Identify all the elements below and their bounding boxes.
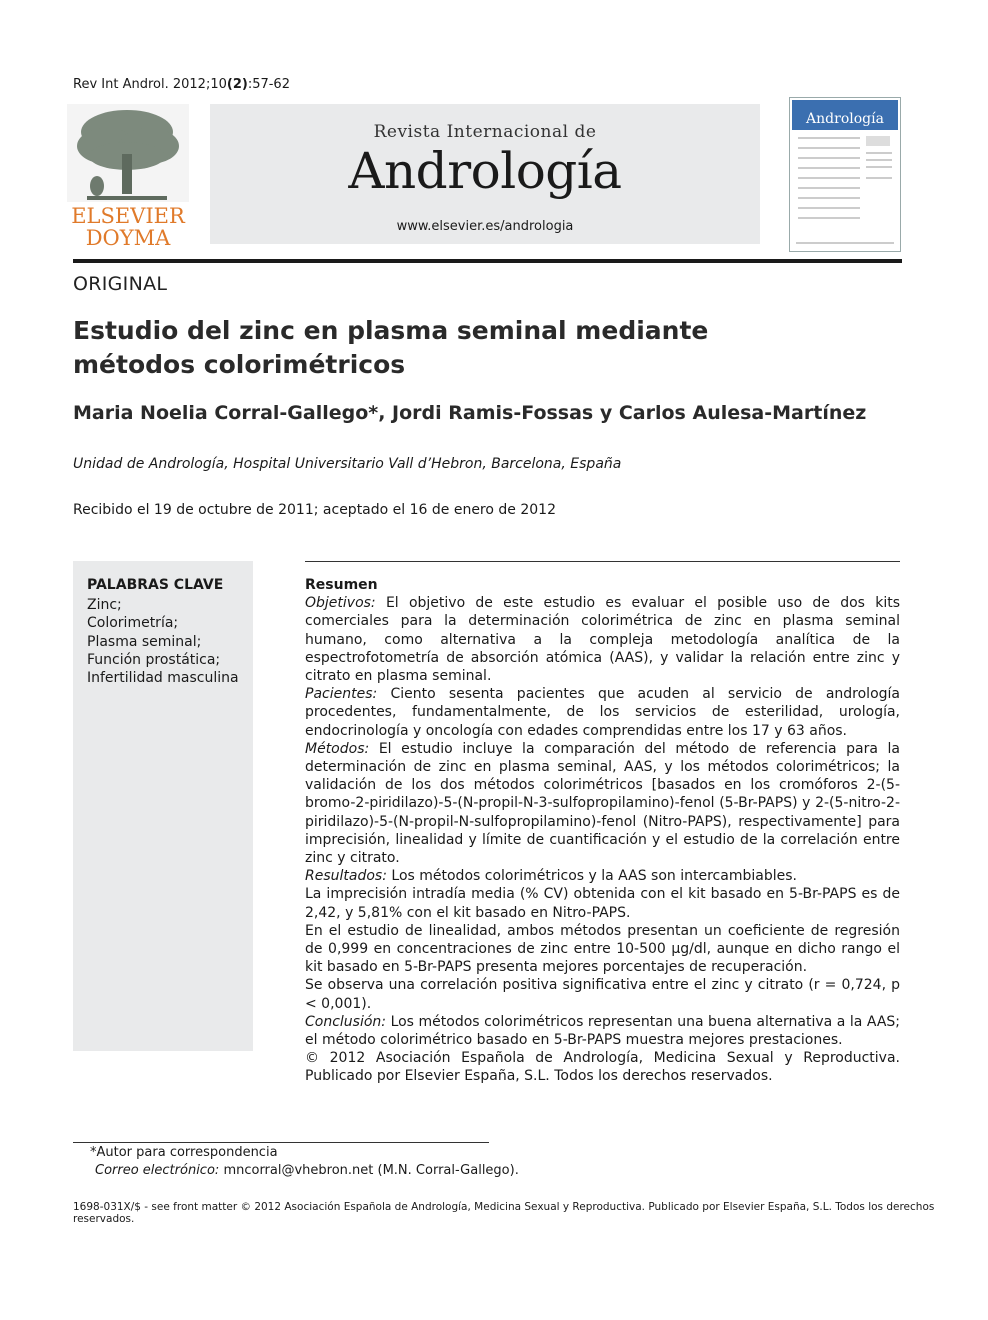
keywords-list: [87, 596, 239, 687]
article-dates: Recibido el 19 de octubre de 2011; aceptado el 16 de enero de 2012: [73, 502, 556, 518]
footnote-rule: [73, 1142, 489, 1143]
section-label: ORIGINAL: [73, 273, 168, 295]
abstract-heading: Resumen: [305, 577, 378, 593]
abstract-objetivos: Objetivos: El objetivo de este estudio es evaluar el posible uso de dos kits comerciales para la determinación colorimétrica de zinc en plasma seminal humano, como alternativa a la compleja metodología analítica de la espectrofotometría de absorción atómica (AAS), y validar la relación entre zinc y citrato en plasma seminal.: [305, 595, 901, 685]
keyword-item: Zinc;: [87, 597, 122, 613]
logo-text-elsevier: ELSEVIER: [71, 204, 185, 228]
abstract-pacientes: Pacientes: Ciento sesenta pacientes que acuden al servicio de andrología procedentes, fundamentalmente, de los servicios de esterilidad, urología, endocrinología y oncología con edades comprendidas entre los 17 y 63 años.: [305, 686, 900, 739]
elsevier-tree-icon: [67, 104, 189, 249]
keyword-item: Plasma seminal;: [87, 633, 202, 650]
article-authors: Maria Noelia Corral-Gallego*, Jordi Ramis-Fossas y Carlos Aulesa-Martínez: [73, 402, 867, 424]
keyword-item: Función prostática;: [87, 651, 221, 668]
email-link[interactable]: mncorral@vhebron.net (M.N. Corral-Gallego).: [223, 1163, 519, 1178]
cover-image-icon: [790, 98, 900, 251]
keyword-item: Infertilidad masculina: [87, 670, 239, 687]
elsevier-logo[interactable]: [67, 104, 189, 249]
abstract-metodos: Métodos: El estudio incluye la comparación del método de referencia para la determinación de zinc en plasma seminal, AAS, y los métodos colorimétricos; la validación de los dos métodos colorimétricos [basados en los cromóforos 2-(5-bromo-2-piridilazo)-5-(N-propil-N-3-sulfopropilamino)-fenol (5-Br-PAPS) y 2-(5-nitro-2-piridilazo)-5-(N-propil-N-sulfopropilamino)-fenol (Nitro-PAPS), respectivamente] para imprecisión, linealidad y límite de cuantificación y el estudio de la correlación entre zinc y citrato.: [305, 740, 900, 867]
journal-banner: [210, 104, 760, 244]
header-rule: [73, 259, 902, 263]
abstract-copyright: © 2012 Asociación Española de Andrología, Medicina Sexual y Reproductiva. Publicado por Elsevier España, S.L. Todos los derechos reservados.: [305, 1050, 900, 1085]
abstract-rule: [305, 561, 900, 562]
journal-url-link[interactable]: www.elsevier.es/andrologia: [396, 219, 574, 234]
journal-cover-thumbnail[interactable]: [789, 97, 901, 252]
footnote-email: Correo electrónico: mncorral@vhebron.net (M.N. Corral-Gallego).: [95, 1163, 519, 1178]
abstract-resultados-p2: La imprecisión intradía media (% CV) obtenida con el kit basado en 5-Br-PAPS es de 2,42, y 5,81% con el kit basado en Nitro-PAPS.: [305, 886, 900, 921]
keyword-item: Colorimetría;: [87, 615, 179, 632]
journal-title: Andrología: [348, 142, 622, 200]
abstract-resultados-p4: Se observa una correlación positiva significativa entre el zinc y citrato (r = 0,724, p < 0,001).: [305, 977, 900, 1012]
abstract-conclusion: Conclusión: Los métodos colorimétricos representan una buena alternativa a la AAS; el método colorimétrico basado en 5-Br-PAPS muestra mejores prestaciones.: [305, 1013, 900, 1049]
abstract: [305, 576, 900, 1086]
article-affiliation: Unidad de Andrología, Hospital Universitario Vall d’Hebron, Barcelona, España: [73, 456, 622, 472]
abstract-resultados-p3: En el estudio de linealidad, ambos métodos presentan un coeficiente de regresión de 0,999 en concentraciones de zinc entre 10-500 µg/dl, aunque en dicho rango el kit basado en 5-Br-PAPS presenta mejores porcentajes de recuperación.: [305, 922, 900, 976]
bottom-copyright-line: 1698-031X/$ - see front matter © 2012 Asociación Española de Andrología, Medicina Sexual y Reproductiva. Publicado por Elsevier España, S.L. Todos los derechos reservados.: [73, 1201, 935, 1225]
abstract-resultados: Resultados: Los métodos colorimétricos y la AAS son intercambiables.: [305, 868, 797, 885]
article-title: Estudio del zinc en plasma seminal mediante métodos colorimétricos: [73, 316, 709, 379]
journal-subtitle: Revista Internacional de: [373, 122, 597, 142]
keywords-heading: PALABRAS CLAVE: [87, 577, 224, 593]
citation-line: Rev Int Androl. 2012;10(2):57-62: [73, 77, 290, 92]
logo-text-doyma: DOYMA: [85, 226, 171, 249]
footnote-corresponding: *Autor para correspondencia: [90, 1145, 278, 1160]
svg-text:Andrología: Andrología: [806, 111, 884, 127]
keywords-box: [73, 561, 253, 1051]
